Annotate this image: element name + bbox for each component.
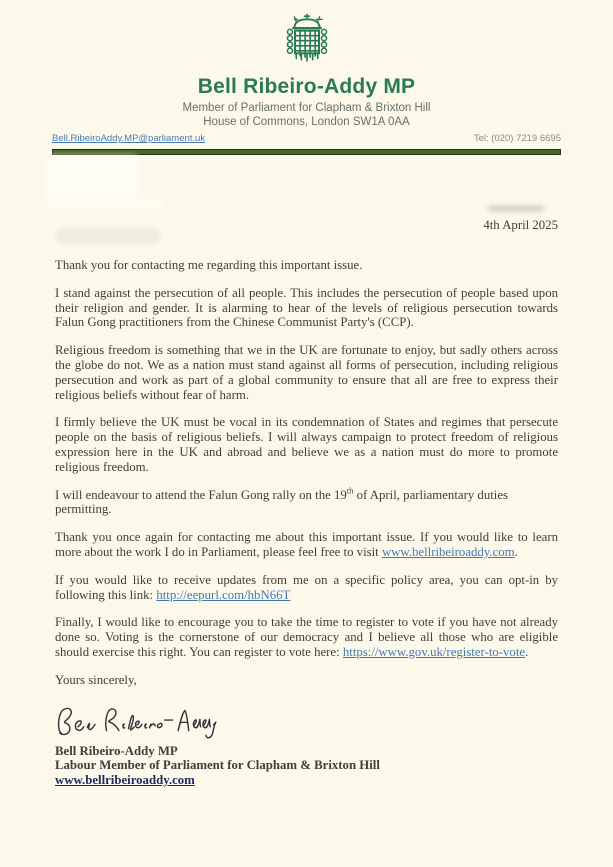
optin-link[interactable]: http://eepurl.com/hbN66T	[156, 587, 291, 602]
mp-address-line: House of Commons, London SW1A 0AA	[203, 116, 410, 128]
register-to-vote-link[interactable]: https://www.gov.uk/register-to-vote	[342, 644, 526, 659]
ordinal-superscript: th	[346, 485, 354, 496]
paragraph-religious-freedom: Religious freedom is something that we in the UK are fortunate to enjoy, but sadly others across the globe do not. We as a nation must stand against all forms of persecution, including religious persecution and work as part of a global community to ensure that all are free to express their religious beliefs without fear of harm.	[55, 343, 558, 402]
redacted-recipient-address	[46, 156, 138, 202]
mp-role-line: Member of Parliament for Clapham & Brixton Hill	[182, 102, 431, 114]
signature-block	[55, 744, 558, 788]
letter-date: 4th April 2025	[483, 218, 558, 232]
closing-line: Yours sincerely,	[55, 672, 137, 687]
contact-row	[52, 133, 561, 144]
green-divider-rule	[52, 149, 561, 155]
paragraph-register-to-vote: Finally, I would like to encourage you to take the time to register to vote if you have not already done so. Voting is the cornerstone of our democracy and I believe all those who are eligible should exercise this right. You can register to vote here: https://www.gov.uk/register-to-vote.	[55, 615, 558, 659]
signatory-name: Bell Ribeiro-Addy MP	[55, 743, 178, 758]
letterhead	[0, 0, 613, 155]
paragraph-learn-more: Thank you once again for contacting me about this important issue. If you would like to learn more about the work I do in Parliament, please feel free to visit www.bellribeiroaddy.com.	[55, 530, 558, 559]
paragraph-updates-optin: If you would like to receive updates from me on a specific policy area, you can opt-in by following this link: http://eepurl.com/hbN66T	[55, 572, 558, 602]
letter-content	[55, 218, 558, 787]
footer-website-link[interactable]: www.bellribeiroaddy.com	[55, 772, 195, 787]
paragraph-uk-vocal: I firmly believe the UK must be vocal in its condemnation of States and regimes that persecute people on the basis of religious beliefs. I will always campaign to protect freedom of religious expression here in the UK and abroad and believe we as a nation must do more to promote religious freedom.	[55, 415, 558, 474]
email-link[interactable]: Bell.RibeiroAddy.MP@parliament.uk	[52, 133, 206, 144]
handwritten-signature	[53, 701, 225, 743]
paragraph-rally: I will endeavour to attend the Falun Gong rally on the 19th of April, parliamentary duties permitting.	[55, 485, 508, 517]
paragraph-thanks: Thank you for contacting me regarding this important issue.	[55, 258, 363, 272]
redacted-text-above-date	[488, 205, 544, 212]
portcullis-logo-icon	[275, 13, 339, 71]
signatory-title: Labour Member of Parliament for Clapham & Brixton Hill	[55, 758, 380, 773]
mp-name-title: Bell Ribeiro-Addy MP	[197, 75, 416, 98]
redacted-recipient-address-line	[46, 197, 164, 210]
website-link[interactable]: www.bellribeiroaddy.com	[381, 544, 515, 559]
letter-body	[55, 258, 558, 688]
phone-number: Tel: (020) 7219 6695	[473, 133, 561, 144]
paragraph-persecution: I stand against the persecution of all people. This includes the persecution of people based upon their religion and gender. It is alarming to hear of the levels of religious persecution towards Falun Gong practitioners from the Chinese Communist Party's (CCP).	[55, 285, 558, 330]
